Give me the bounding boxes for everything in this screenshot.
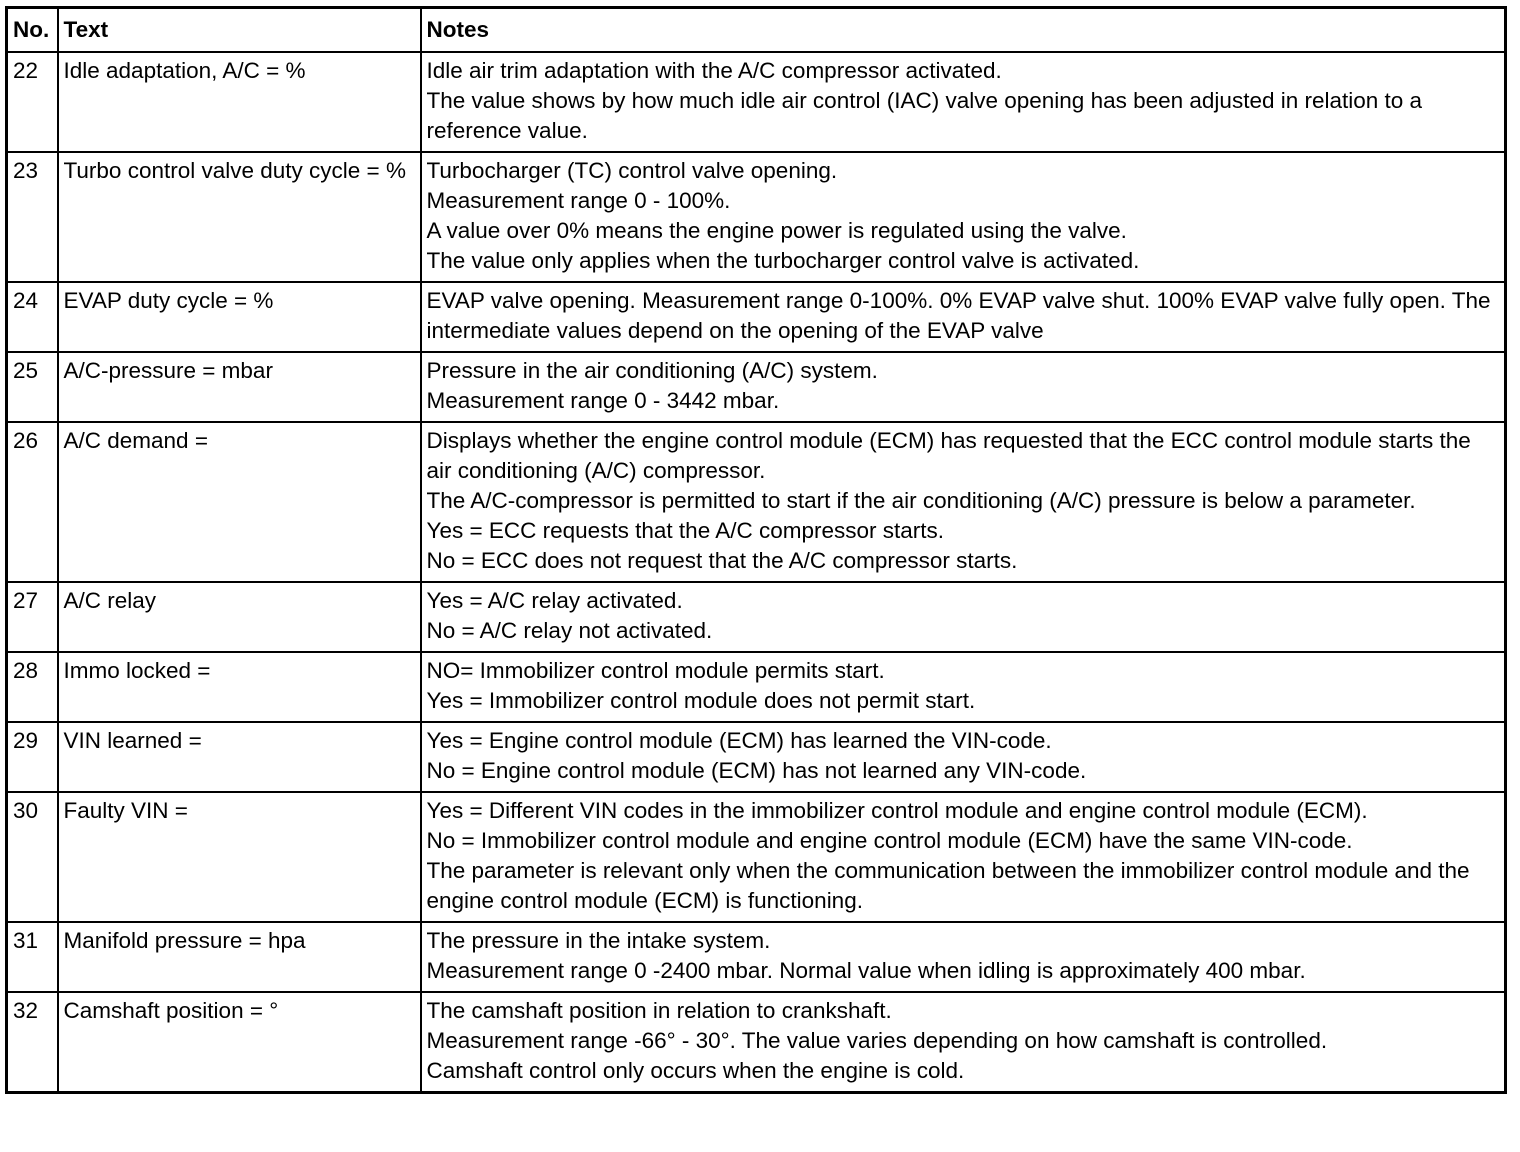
table-body <box>7 52 1506 1093</box>
header-notes: Notes <box>421 8 1506 53</box>
note-line: NO= Immobilizer control module permits start. <box>426 658 885 683</box>
note-line: No = Immobilizer control module and engine control module (ECM) have the same VIN-code. <box>426 828 1353 853</box>
note-line: Yes = Engine control module (ECM) has learned the VIN-code. <box>426 728 1052 753</box>
row-parameter-text: Immo locked = <box>58 652 421 722</box>
note-line: The value shows by how much idle air control (IAC) valve opening has been adjusted in relation to a reference value. <box>426 88 1423 143</box>
note-line: Camshaft control only occurs when the engine is cold. <box>426 1058 965 1083</box>
note-line: Measurement range 0 -2400 mbar. Normal value when idling is approximately 400 mbar. <box>426 958 1306 983</box>
row-number: 31 <box>7 922 58 992</box>
row-notes <box>421 152 1506 282</box>
row-notes <box>421 582 1506 652</box>
row-notes <box>421 282 1506 352</box>
table-row <box>7 652 1506 722</box>
row-parameter-text: Manifold pressure = hpa <box>58 922 421 992</box>
note-line: Yes = ECC requests that the A/C compressor starts. <box>426 518 945 543</box>
row-parameter-text: Faulty VIN = <box>58 792 421 922</box>
note-line: The camshaft position in relation to crankshaft. <box>426 998 892 1023</box>
table-row <box>7 422 1506 582</box>
row-parameter-text: Idle adaptation, A/C = % <box>58 52 421 152</box>
row-number: 25 <box>7 352 58 422</box>
row-number: 32 <box>7 992 58 1093</box>
row-number: 28 <box>7 652 58 722</box>
row-notes <box>421 992 1506 1093</box>
note-line: EVAP valve opening. Measurement range 0-100%. 0% EVAP valve shut. 100% EVAP valve fully open. The intermediate values depend on the opening of the EVAP valve <box>426 288 1491 343</box>
row-parameter-text: Turbo control valve duty cycle = % <box>58 152 421 282</box>
note-line: Yes = Immobilizer control module does not permit start. <box>426 688 976 713</box>
header-no: No. <box>7 8 58 53</box>
note-line: Pressure in the air conditioning (A/C) system. <box>426 358 878 383</box>
row-notes <box>421 422 1506 582</box>
row-number: 30 <box>7 792 58 922</box>
row-notes <box>421 652 1506 722</box>
table-row <box>7 992 1506 1093</box>
table-row <box>7 722 1506 792</box>
row-number: 27 <box>7 582 58 652</box>
table-row <box>7 152 1506 282</box>
note-line: Measurement range 0 - 3442 mbar. <box>426 388 780 413</box>
table-row <box>7 282 1506 352</box>
row-notes <box>421 792 1506 922</box>
row-number: 29 <box>7 722 58 792</box>
row-parameter-text: A/C demand = <box>58 422 421 582</box>
note-line: The parameter is relevant only when the communication between the immobilizer control module and the engine control module (ECM) is functioning. <box>426 858 1470 913</box>
note-line: A value over 0% means the engine power is regulated using the valve. <box>426 218 1127 243</box>
header-text: Text <box>58 8 421 53</box>
note-line: The A/C-compressor is permitted to start if the air conditioning (A/C) pressure is below a parameter. <box>426 488 1416 513</box>
table-row <box>7 52 1506 152</box>
row-parameter-text: A/C-pressure = mbar <box>58 352 421 422</box>
note-line: Turbocharger (TC) control valve opening. <box>426 158 838 183</box>
note-line: Yes = A/C relay activated. <box>426 588 683 613</box>
note-line: No = ECC does not request that the A/C compressor starts. <box>426 548 1018 573</box>
row-number: 23 <box>7 152 58 282</box>
note-line: The value only applies when the turbocharger control valve is activated. <box>426 248 1140 273</box>
row-parameter-text: VIN learned = <box>58 722 421 792</box>
row-number: 22 <box>7 52 58 152</box>
table-row <box>7 582 1506 652</box>
note-line: No = A/C relay not activated. <box>426 618 713 643</box>
note-line: Idle air trim adaptation with the A/C compressor activated. <box>426 58 1002 83</box>
row-parameter-text: Camshaft position = ° <box>58 992 421 1093</box>
table-header-row <box>7 8 1506 53</box>
note-line: Measurement range 0 - 100%. <box>426 188 731 213</box>
row-notes <box>421 52 1506 152</box>
note-line: Measurement range -66° - 30°. The value varies depending on how camshaft is controlled. <box>426 1028 1328 1053</box>
row-number: 24 <box>7 282 58 352</box>
note-line: The pressure in the intake system. <box>426 928 771 953</box>
row-notes <box>421 722 1506 792</box>
row-notes <box>421 352 1506 422</box>
table-row <box>7 352 1506 422</box>
row-parameter-text: EVAP duty cycle = % <box>58 282 421 352</box>
table-row <box>7 922 1506 992</box>
note-line: Displays whether the engine control module (ECM) has requested that the ECC control module starts the air conditioning (A/C) compressor. <box>426 428 1471 483</box>
note-line: Yes = Different VIN codes in the immobilizer control module and engine control module (ECM). <box>426 798 1368 823</box>
table-row <box>7 792 1506 922</box>
note-line: No = Engine control module (ECM) has not learned any VIN-code. <box>426 758 1087 783</box>
row-number: 26 <box>7 422 58 582</box>
row-notes <box>421 922 1506 992</box>
row-parameter-text: A/C relay <box>58 582 421 652</box>
parameter-table <box>5 6 1507 1094</box>
